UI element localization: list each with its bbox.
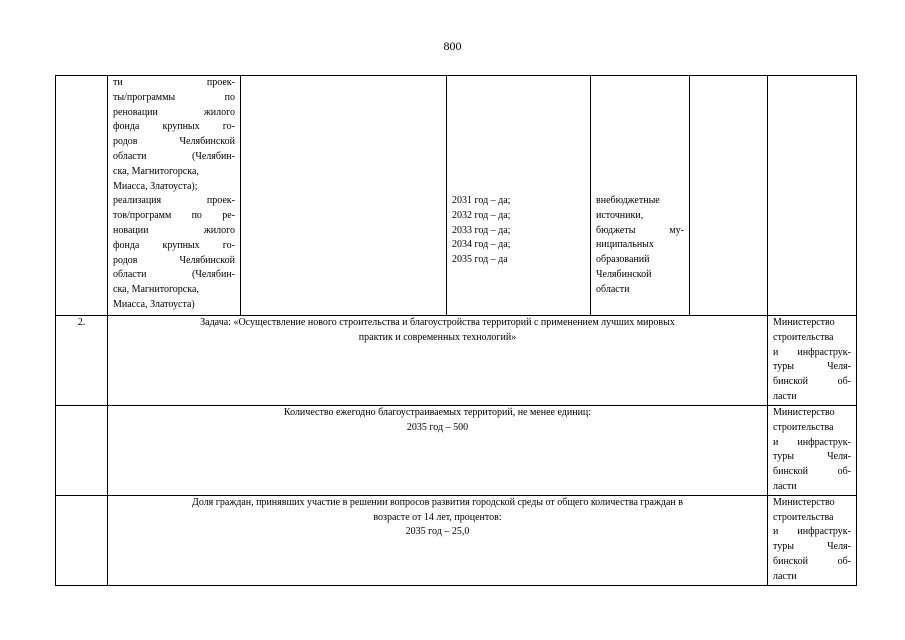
responsible-line: и инфраструк- [773, 526, 851, 538]
measure-line: фонда крупных го- [113, 239, 235, 251]
task-cell [108, 316, 768, 406]
measure-line: родов Челябинской [113, 136, 235, 148]
funding-line: образований [596, 254, 650, 266]
responsible-line: бинской об- [773, 466, 851, 478]
table-row-task [56, 316, 857, 406]
funding-line: источники, [596, 209, 644, 221]
table-row-indicator [56, 406, 857, 496]
measure-line: ска, Магнитогорска, [113, 284, 199, 296]
measure-line: тов/программ по ре- [113, 210, 235, 222]
cell-funding [591, 76, 690, 316]
cell-number [56, 76, 108, 316]
indicator-line: возрасте от 14 лет, процентов: [373, 511, 502, 523]
indicator-line: 2035 год – 25,0 [405, 526, 470, 538]
year-line: 2031 год – да; [452, 195, 511, 206]
responsible-line: бинской об- [773, 555, 851, 567]
year-line: 2034 год – да; [452, 239, 511, 251]
cell-number [56, 495, 108, 585]
indicator-line: Доля граждан, принявших участие в решении вопросов развития городской среды от общего количества граждан в [192, 496, 683, 508]
responsible-line: строительства [773, 511, 834, 523]
measure-line: области (Челябин- [113, 269, 235, 281]
responsible-cell [768, 495, 857, 585]
measure-line: ска, Магнитогорска, [113, 165, 199, 177]
responsible-cell [768, 406, 857, 496]
cell-empty [241, 76, 447, 316]
table-row-indicator [56, 495, 857, 585]
row-number [56, 316, 108, 406]
indicator-line: 2035 год – 500 [406, 421, 469, 433]
responsible-line: туры Челя- [773, 541, 851, 553]
measure-line: ти проек- [113, 77, 235, 88]
responsible-line: ласти [773, 480, 797, 492]
responsible-line: Министерство [773, 496, 835, 508]
cell-years [447, 76, 591, 316]
indicator-cell [108, 495, 768, 585]
cell-empty [690, 76, 768, 316]
program-table [55, 75, 857, 586]
indicator-line: Количество ежегодно благоустраиваемых территорий, не менее единиц: [283, 407, 592, 418]
task-line: Задача: «Осуществление нового строительства и благоустройства территорий с применением лучших мировых [200, 317, 675, 328]
responsible-line: туры Челя- [773, 361, 851, 373]
measure-line: реализация проек- [113, 195, 235, 207]
responsible-cell [768, 316, 857, 406]
responsible-line: и инфраструк- [773, 436, 851, 448]
year-line: 2035 год – да [452, 254, 508, 266]
responsible-line: ласти [773, 570, 797, 582]
funding-line: ниципальных [596, 239, 654, 251]
row-number-text: 2. [77, 317, 86, 328]
funding-line: внебюджетные [596, 195, 660, 206]
responsible-line: и инфраструк- [773, 346, 851, 358]
measure-line: родов Челябинской [113, 254, 235, 266]
responsible-line: строительства [773, 331, 834, 343]
measure-line: области (Челябин- [113, 150, 235, 162]
cell-number [56, 406, 108, 496]
responsible-line: ласти [773, 390, 797, 402]
responsible-line: туры Челя- [773, 451, 851, 463]
year-line: 2032 год – да; [452, 209, 511, 221]
year-line: 2033 год – да; [452, 224, 511, 236]
measure-line: реновации жилого [113, 106, 235, 118]
measure-line: новации жилого [113, 224, 235, 236]
measure-line: Миасса, Златоуста) [113, 298, 195, 310]
funding-line: области [596, 283, 630, 295]
measure-line: фонда крупных го- [113, 121, 235, 133]
responsible-line: бинской об- [773, 376, 851, 388]
page-number: 800 [443, 39, 462, 53]
cell-empty [768, 76, 857, 316]
task-line: практик и современных технологий» [358, 331, 517, 343]
table-row-continued-measure [56, 76, 857, 316]
funding-line: бюджеты му- [596, 224, 684, 236]
measure-line: ты/программы по [113, 91, 235, 103]
funding-line: Челябинской [596, 268, 652, 280]
measure-line: Миасса, Златоуста); [113, 180, 198, 192]
responsible-line: Министерство [773, 317, 835, 328]
cell-measure [108, 76, 241, 316]
responsible-line: строительства [773, 421, 834, 433]
responsible-line: Министерство [773, 407, 835, 418]
indicator-cell [108, 406, 768, 496]
